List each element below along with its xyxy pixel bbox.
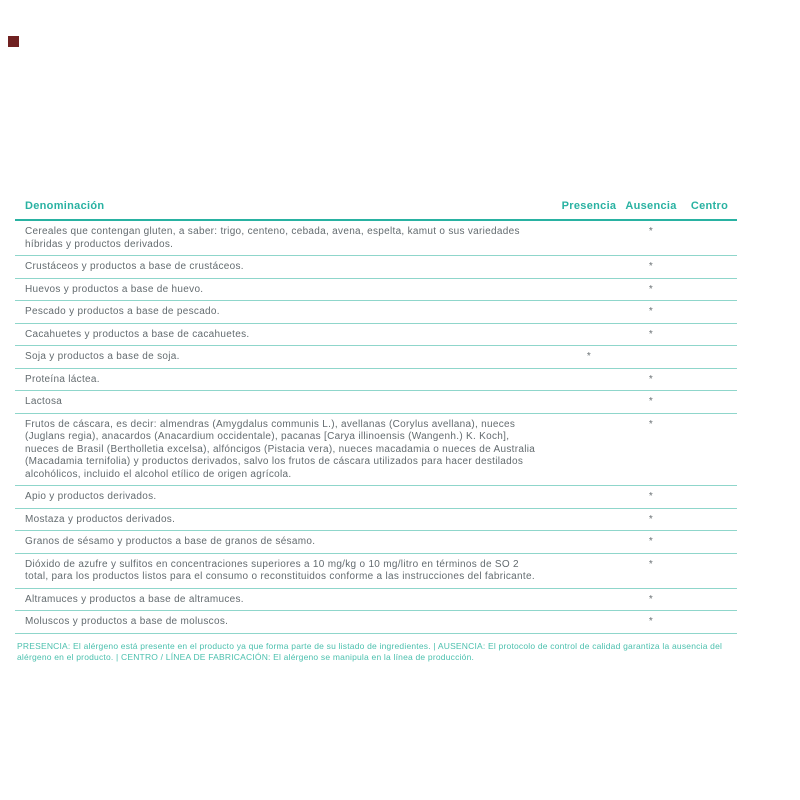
table-row bbox=[15, 391, 737, 414]
table-row bbox=[15, 346, 737, 369]
presencia-mark: * bbox=[586, 351, 592, 362]
presencia-mark bbox=[558, 261, 620, 274]
allergen-name: Cereales que contengan gluten, a saber: trigo, centeno, cebada, avena, espelta, kamut o sus variedades híbridas y productos derivados. bbox=[25, 226, 520, 250]
allergen-name: Soja y productos a base de soja. bbox=[25, 351, 180, 362]
ausencia-mark: * bbox=[648, 513, 654, 525]
presencia-mark bbox=[558, 419, 620, 482]
table-row bbox=[15, 414, 737, 487]
allergen-name: Lactosa bbox=[25, 396, 63, 407]
centro-mark bbox=[682, 514, 737, 527]
column-header-centro: Centro bbox=[690, 200, 729, 212]
allergen-name: Huevos y productos a base de huevo. bbox=[25, 283, 204, 295]
presencia-mark bbox=[558, 306, 620, 319]
ausencia-mark: * bbox=[648, 373, 654, 385]
centro-mark bbox=[682, 396, 737, 409]
allergen-name: Proteína láctea. bbox=[25, 373, 100, 385]
table-row bbox=[15, 486, 737, 509]
centro-mark bbox=[682, 351, 737, 364]
presencia-mark bbox=[558, 514, 620, 527]
allergen-name: Frutos de cáscara, es decir: almendras (Amygdalus communis L.), avellanas (Corylus avellana), nueces (Juglans regia), anacardos (Anacardium occidentale), pacanas [Carya illinoensis (Wangenh.) K. Koch], nueces de Brasil (Bertholletia excelsa), alfóncigos (Pistacia vera), nueces macadamia o nueces de Australia (Macadamia ternifolia) y productos derivados, salvo los frutos de cáscara utilizados para hacer destilados alcohólicos, incluido el alcohol etílico de origen agrícola. bbox=[25, 418, 536, 480]
allergen-name: Apio y productos derivados. bbox=[25, 491, 157, 502]
column-header-ausencia: Ausencia bbox=[625, 200, 677, 212]
table-row bbox=[15, 256, 737, 279]
table-row bbox=[15, 509, 737, 532]
table-body bbox=[15, 221, 737, 634]
centro-mark bbox=[682, 329, 737, 342]
ausencia-mark: * bbox=[648, 396, 654, 407]
presencia-mark bbox=[558, 284, 620, 297]
ausencia-mark: * bbox=[648, 418, 654, 430]
centro-mark bbox=[682, 491, 737, 504]
presencia-mark bbox=[558, 396, 620, 409]
allergen-name: Cacahuetes y productos a base de cacahuetes. bbox=[25, 328, 250, 340]
corner-marker bbox=[8, 36, 19, 47]
table-row bbox=[15, 324, 737, 347]
table-row bbox=[15, 221, 737, 256]
presencia-mark bbox=[558, 594, 620, 607]
ausencia-mark: * bbox=[648, 491, 654, 502]
table-row bbox=[15, 301, 737, 324]
presencia-mark bbox=[558, 491, 620, 504]
presencia-mark bbox=[558, 329, 620, 342]
ausencia-mark: * bbox=[648, 593, 654, 605]
ausencia-mark bbox=[620, 351, 682, 364]
column-header-denominacion: Denominación bbox=[25, 200, 105, 212]
centro-mark bbox=[682, 226, 737, 251]
centro-mark bbox=[682, 419, 737, 482]
ausencia-mark: * bbox=[648, 306, 654, 317]
allergen-name: Mostaza y productos derivados. bbox=[25, 513, 176, 525]
centro-mark bbox=[682, 594, 737, 607]
ausencia-mark: * bbox=[648, 536, 654, 547]
ausencia-mark: * bbox=[648, 283, 654, 295]
column-header-presencia: Presencia bbox=[561, 200, 617, 212]
centro-mark bbox=[682, 374, 737, 387]
table-header-row bbox=[15, 200, 737, 221]
ausencia-mark: * bbox=[648, 558, 654, 570]
presencia-mark bbox=[558, 374, 620, 387]
centro-mark bbox=[682, 284, 737, 297]
table-row bbox=[15, 279, 737, 302]
allergen-name: Dióxido de azufre y sulfitos en concentraciones superiores a 10 mg/kg o 10 mg/litro en términos de SO 2 total, para los productos listos para el consumo o reconstituidos conforme a las instrucciones del fabricante. bbox=[25, 558, 535, 582]
legend-text: PRESENCIA: El alérgeno está presente en el producto ya que forma parte de su listado de ingredientes. | AUSENCIA: El protocolo de control de calidad garantiza la ausencia del alérgeno en el producto. | CENTRO / LÍNEA DE FABRICACIÓN: El alérgeno se manipula en la línea de producción. bbox=[17, 640, 723, 662]
ausencia-mark: * bbox=[648, 616, 654, 627]
table-row bbox=[15, 369, 737, 392]
presencia-mark bbox=[558, 616, 620, 629]
ausencia-mark: * bbox=[648, 328, 654, 340]
allergen-name: Pescado y productos a base de pescado. bbox=[25, 306, 220, 317]
allergen-name: Altramuces y productos a base de altramuces. bbox=[25, 593, 244, 605]
table-row bbox=[15, 554, 737, 589]
presencia-mark bbox=[558, 536, 620, 549]
centro-mark bbox=[682, 306, 737, 319]
centro-mark bbox=[682, 616, 737, 629]
ausencia-mark: * bbox=[648, 226, 654, 237]
table-row bbox=[15, 531, 737, 554]
table-row bbox=[15, 589, 737, 612]
allergen-table bbox=[15, 200, 737, 663]
presencia-mark bbox=[558, 559, 620, 584]
table-row bbox=[15, 611, 737, 634]
allergen-name: Crustáceos y productos a base de crustáceos. bbox=[25, 261, 244, 272]
ausencia-mark: * bbox=[648, 261, 654, 272]
presencia-mark bbox=[558, 226, 620, 251]
centro-mark bbox=[682, 261, 737, 274]
allergen-name: Moluscos y productos a base de moluscos. bbox=[25, 616, 229, 627]
centro-mark bbox=[682, 559, 737, 584]
allergen-name: Granos de sésamo y productos a base de granos de sésamo. bbox=[25, 536, 316, 547]
centro-mark bbox=[682, 536, 737, 549]
